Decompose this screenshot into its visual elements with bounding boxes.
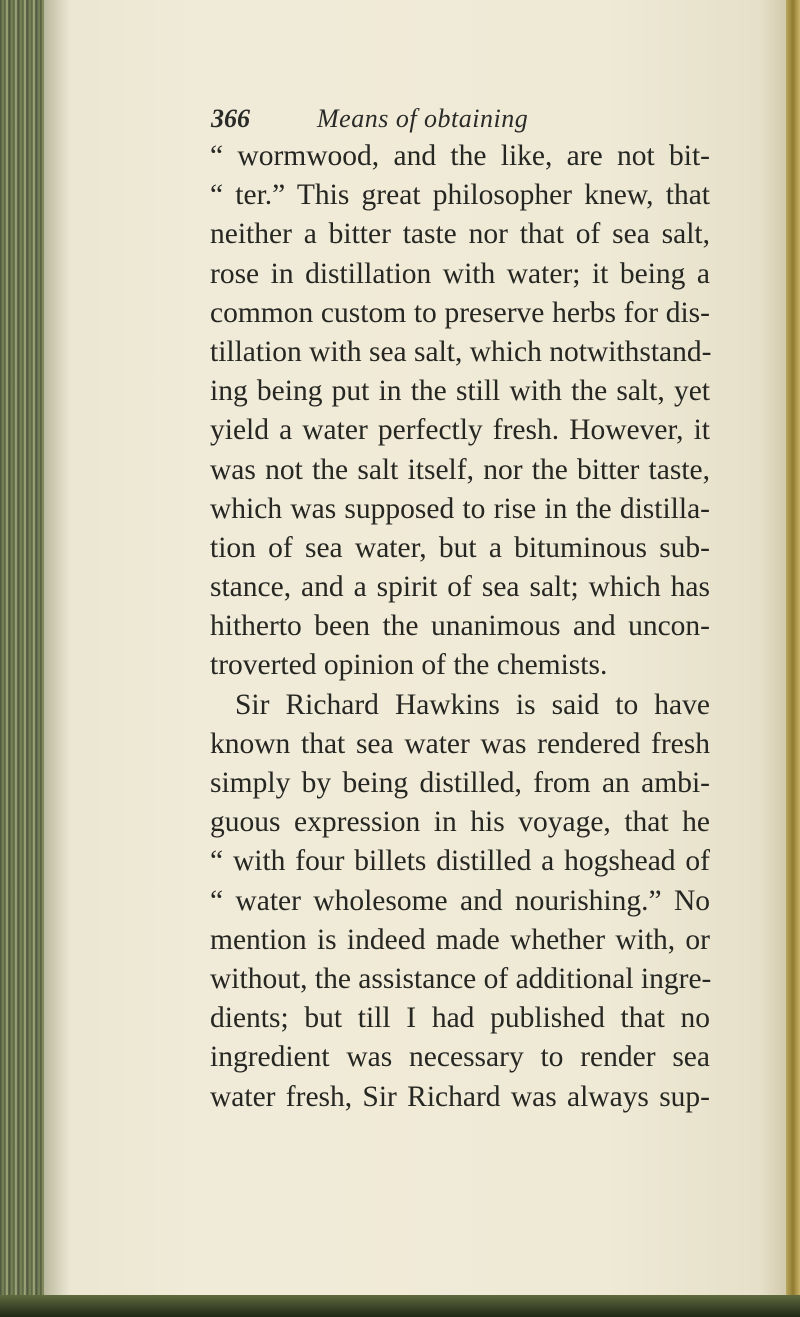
body-text — [210, 137, 710, 1117]
text-line: common custom to preserve herbs for dis- — [210, 296, 710, 329]
text-line: tillation with sea salt, which notwithstand- — [210, 335, 712, 368]
running-head: Means of obtaining — [317, 104, 529, 133]
text-line: ing being put in the still with the salt, yet — [210, 375, 710, 408]
text-line: “ ter.” This great philosopher knew, that — [210, 179, 710, 212]
text-line: guous expression in his voyage, that he — [210, 806, 710, 839]
text-line: tion of sea water, but a bituminous sub- — [210, 531, 710, 564]
bottom-page-edge — [0, 1295, 800, 1317]
text-line: troverted opinion of the chemists. — [210, 649, 608, 682]
text-line: stance, and a spirit of sea salt; which has — [210, 571, 710, 604]
text-line: “ wormwood, and the like, are not bit- — [210, 140, 710, 172]
text-line: was not the salt itself, nor the bitter taste, — [210, 453, 710, 486]
text-line: yield a water perfectly fresh. However, it — [210, 414, 710, 447]
text-line: “ water wholesome and nourishing.” No — [210, 884, 710, 917]
left-binding-edge — [0, 0, 44, 1317]
text-line: rose in distillation with water; it being a — [210, 257, 710, 290]
text-line: known that sea water was rendered fresh — [210, 727, 710, 760]
text-line: without, the assistance of additional ingre- — [210, 962, 712, 995]
text-line: neither a bitter taste nor that of sea salt, — [210, 218, 710, 251]
gutter-shadow — [40, 0, 70, 1317]
text-line: water fresh, Sir Richard was always sup- — [210, 1080, 710, 1113]
text-line: which was supposed to rise in the distilla- — [210, 492, 710, 525]
page-number: 366 — [211, 104, 250, 133]
text-line: hitherto been the unanimous and uncon- — [210, 610, 710, 643]
text-line: dients; but till I had published that no — [210, 1002, 710, 1035]
text-line: ingredient was necessary to render sea — [210, 1041, 710, 1074]
right-page-edge — [786, 0, 800, 1317]
text-line: Sir Richard Hawkins is said to have — [235, 688, 710, 721]
text-line: simply by being distilled, from an ambi- — [210, 767, 710, 799]
text-line: mention is indeed made whether with, or — [210, 923, 710, 956]
text-line: “ with four billets distilled a hogshead of — [210, 845, 710, 878]
